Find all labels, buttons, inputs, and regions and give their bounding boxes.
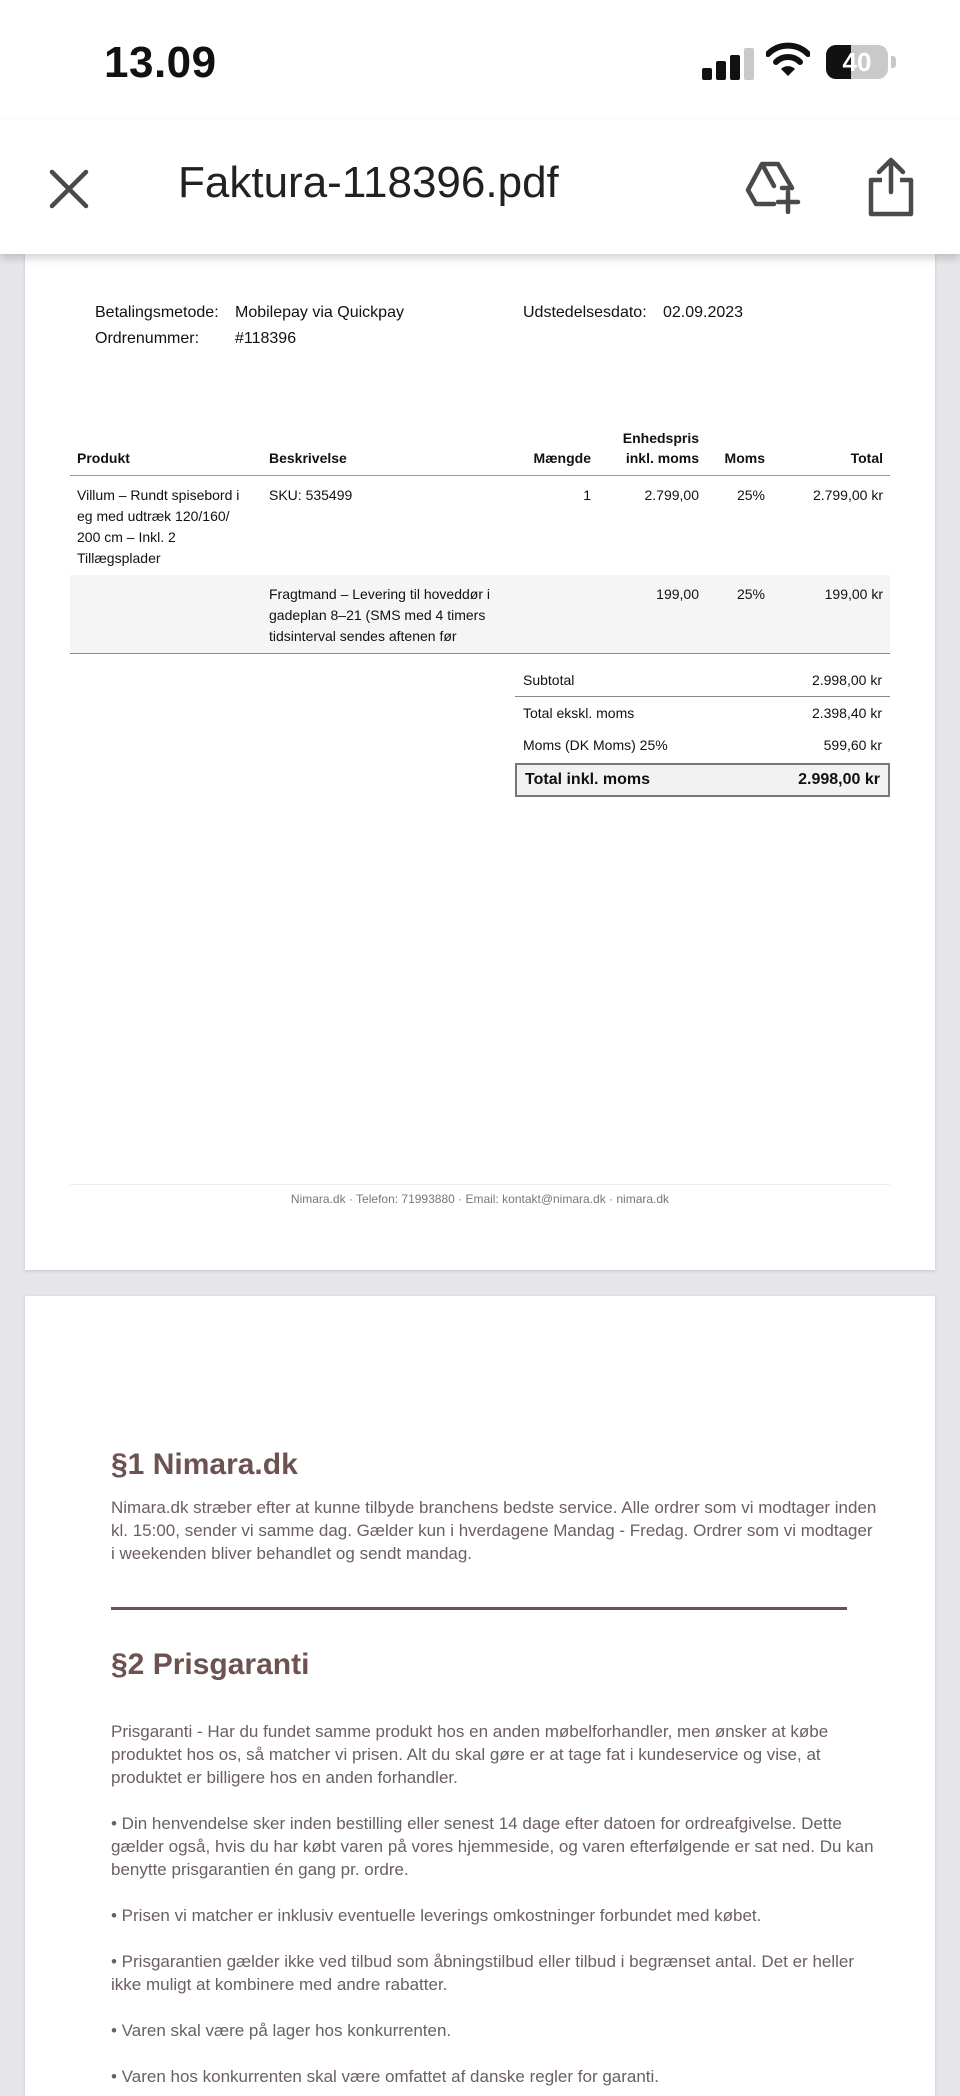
order-number-label: Ordrenummer: bbox=[95, 330, 200, 347]
pdf-viewer-header bbox=[0, 120, 960, 254]
table-header-row bbox=[70, 422, 890, 476]
table-row bbox=[70, 575, 890, 654]
col-total: Total bbox=[772, 422, 890, 476]
vat-value: 599,60 kr bbox=[823, 737, 882, 753]
cell-total: 199,00 kr bbox=[772, 575, 890, 654]
status-bar bbox=[0, 0, 960, 120]
cell-quantity: 1 bbox=[583, 487, 591, 503]
col-description: Beskrivelse bbox=[262, 422, 524, 476]
cell-total: 2.799,00 kr bbox=[812, 487, 883, 503]
order-number-value: #118396 bbox=[235, 330, 297, 347]
table-row bbox=[70, 476, 890, 576]
document-title: Faktura-118396.pdf bbox=[178, 158, 559, 207]
share-icon[interactable] bbox=[866, 156, 916, 218]
col-unit-price-line2: inkl. moms bbox=[625, 450, 699, 466]
section-2-bullet: • Prisgarantien gælder ikke ved tilbud som åbningstilbud eller tilbud i begrænset antal. Det er heller ikke muligt at kombinere med andre rabatter. bbox=[111, 1952, 855, 1994]
grand-total-label: Total inkl. moms bbox=[525, 771, 651, 788]
totals-block bbox=[515, 664, 890, 797]
subtotal-label: Subtotal bbox=[523, 672, 575, 688]
total-excl-vat-row bbox=[515, 697, 890, 729]
cell-quantity bbox=[524, 575, 598, 654]
section-2-title: §2 Prisgaranti bbox=[111, 1648, 310, 1681]
cell-unit-price: 199,00 bbox=[598, 575, 706, 654]
pdf-page-terms bbox=[25, 1296, 935, 2096]
section-1-text: Nimara.dk stræber efter at kunne tilbyde branchens bedste service. Alle ordrer som vi modtager inden kl. 15:00, sender vi samme dag. Gælder kun i hverdagene Mandag - Fredag. Ordrer som vi modtager i weekenden bliver behandlet og sendt mandag. bbox=[111, 1498, 877, 1563]
section-2-bullet: • Varen skal være på lager hos konkurrenten. bbox=[111, 2021, 452, 2040]
cell-vat: 25% bbox=[706, 575, 772, 654]
issue-date-row bbox=[523, 304, 743, 322]
section-2-bullet: • Din henvendelse sker inden bestilling eller senest 14 dage efter datoen for ordreafgivelse. Dette gælder også, hvis du har købt varen på vores hjemmeside, og varen efterfølgende er sat ned. Du kan benytte prisgarantien én gang pr. ordre. bbox=[111, 1814, 874, 1879]
order-number-row bbox=[95, 330, 296, 348]
vat-label: Moms (DK Moms) 25% bbox=[523, 737, 668, 753]
status-time: 13.09 bbox=[104, 38, 217, 87]
cellular-signal-icon bbox=[702, 48, 754, 80]
cell-vat: 25% bbox=[736, 487, 765, 503]
wifi-icon bbox=[766, 42, 810, 78]
col-vat: Moms bbox=[706, 422, 772, 476]
cell-product: Villum – Rundt spisebord i eg med udtræk 120/160/ 200 cm – Inkl. 2 Tillægsplader bbox=[77, 487, 240, 566]
section-divider bbox=[111, 1607, 847, 1610]
total-excl-vat-value: 2.398,40 kr bbox=[811, 705, 882, 721]
pdf-page-invoice bbox=[25, 240, 935, 1270]
col-unit-price bbox=[598, 422, 706, 476]
invoice-footer: Nimara.dk · Telefon: 71993880 · Email: kontakt@nimara.dk · nimara.dk bbox=[290, 1192, 670, 1206]
total-excl-vat-label: Total ekskl. moms bbox=[523, 705, 635, 721]
col-unit-price-line1: Enhedspris bbox=[622, 430, 699, 446]
vat-row bbox=[515, 729, 890, 761]
footer-divider bbox=[70, 1184, 890, 1185]
section-1-title: §1 Nimara.dk bbox=[111, 1448, 298, 1481]
section-2-paragraph: Prisgaranti - Har du fundet samme produkt hos en anden møbelforhandler, men ønsker at købe produktet hos os, så matcher vi prisen. Alt du skal gøre er at tage fat i kundeservice og vise, at produktet er billigere hos en anden forhandler. bbox=[111, 1722, 829, 1787]
cell-description: SKU: 535499 bbox=[269, 487, 353, 503]
battery-tip bbox=[891, 56, 896, 68]
close-icon[interactable] bbox=[44, 164, 94, 214]
battery-icon bbox=[826, 45, 888, 79]
col-product: Produkt bbox=[70, 422, 262, 476]
subtotal-row bbox=[515, 664, 890, 697]
section-2-bullet: • Prisen vi matcher er inklusiv eventuelle leverings omkostninger forbundet med købet. bbox=[111, 1906, 762, 1925]
grand-total-value: 2.998,00 kr bbox=[798, 771, 880, 788]
add-to-drive-icon[interactable] bbox=[744, 158, 802, 214]
col-quantity: Mængde bbox=[524, 422, 598, 476]
issue-date-value: 02.09.2023 bbox=[663, 304, 744, 321]
invoice-items-table bbox=[70, 422, 890, 654]
issue-date-label: Udstedelsesdato: bbox=[523, 304, 647, 321]
payment-method-value: Mobilepay via Quickpay bbox=[235, 304, 404, 321]
payment-method-label: Betalingsmetode: bbox=[95, 304, 219, 321]
payment-method-row bbox=[95, 304, 404, 322]
battery-percent: 40 bbox=[842, 47, 872, 77]
grand-total-row bbox=[515, 763, 890, 797]
section-2-bullet: • Varen hos konkurrenten skal være omfattet af danske regler for garanti. bbox=[111, 2067, 660, 2086]
cell-description: Fragtmand – Levering til hoveddør i gadeplan 8–21 (SMS med 4 timers tidsinterval sendes aftenen før bbox=[262, 575, 524, 654]
subtotal-value: 2.998,00 kr bbox=[811, 672, 882, 688]
cell-product bbox=[70, 575, 262, 654]
cell-unit-price: 2.799,00 bbox=[644, 487, 699, 503]
